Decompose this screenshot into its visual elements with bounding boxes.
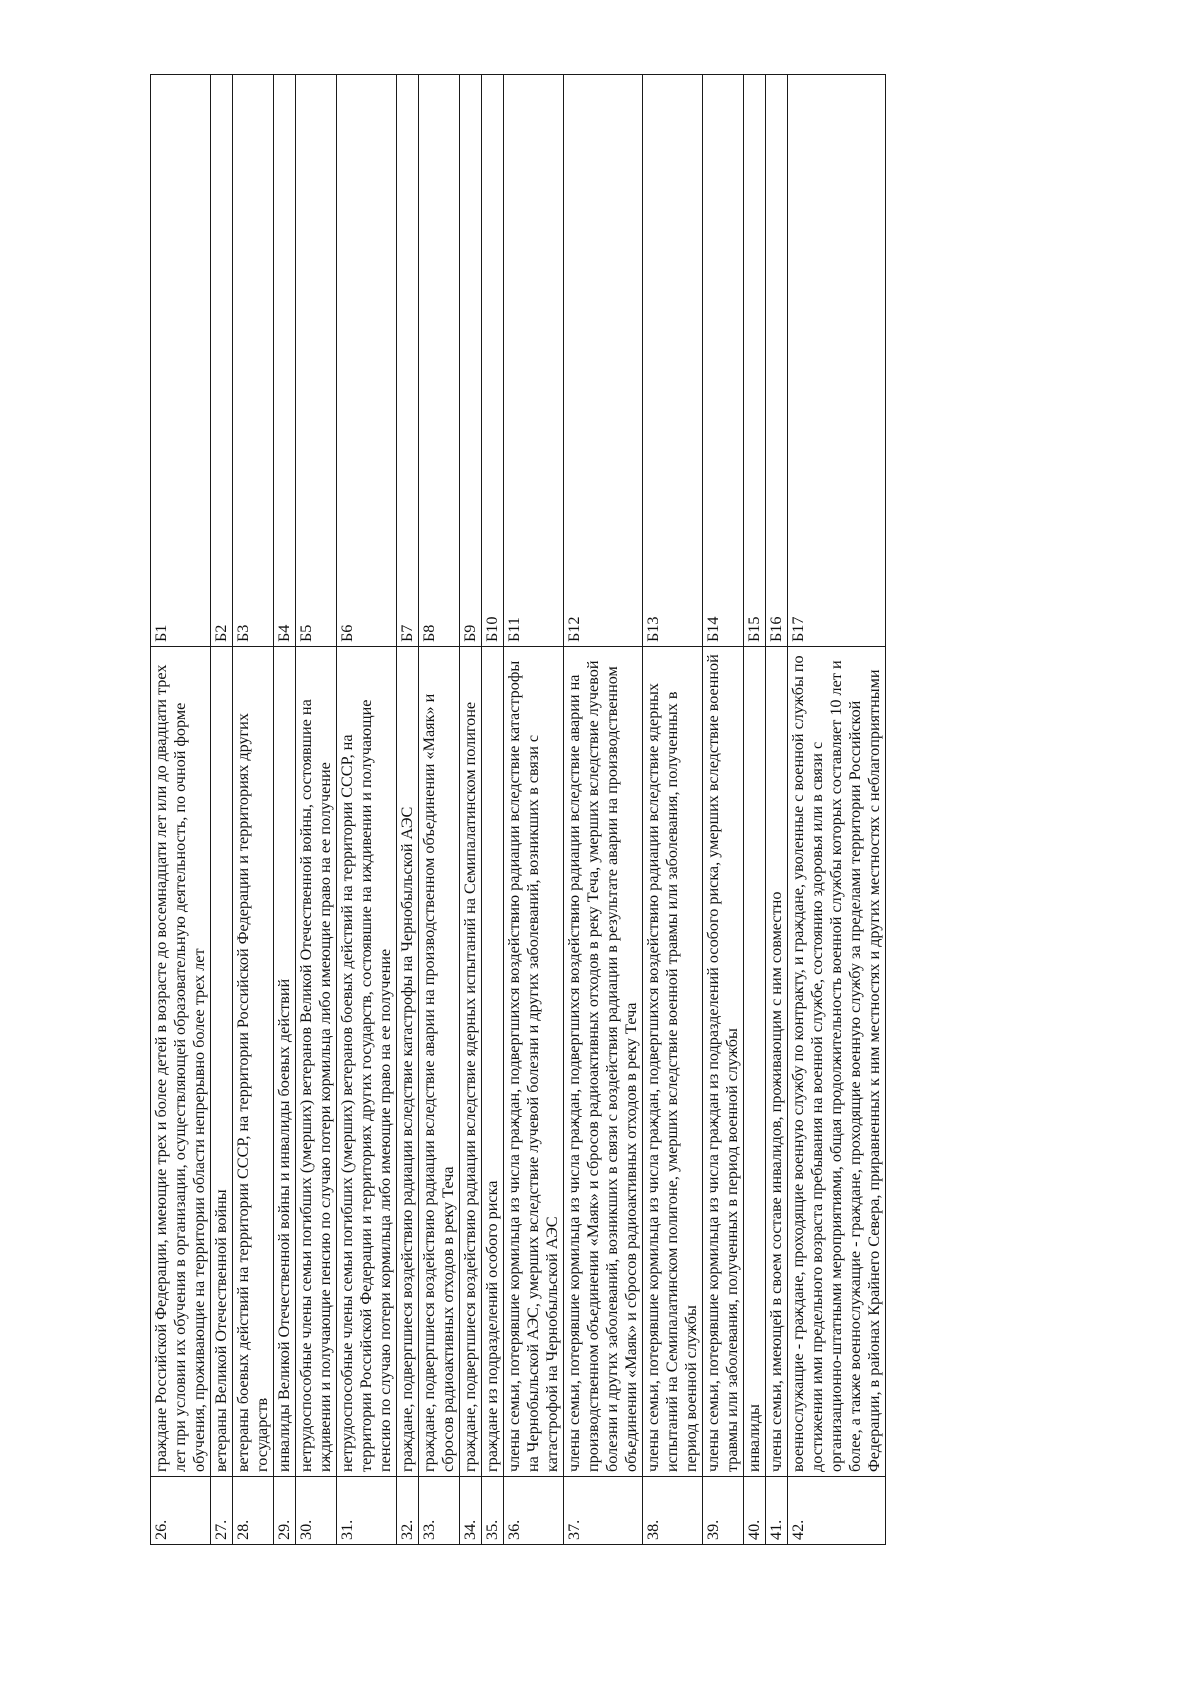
category-description-cell: граждане из подразделений особого риска (482, 647, 504, 1477)
category-description-cell: граждане, подвергшиеся воздействию радиации вследствие аварии на производственном объединении «Маяк» и сбросов радиоактивных отходов в реку Теча (419, 647, 460, 1477)
row-number-cell: 40. (744, 1477, 766, 1545)
category-description-cell: нетрудоспособные члены семьи погибших (умерших) ветеранов боевых действий на территории СССР, на территории Российской Федерации и территориях других государств, состоявшие на иждивении и получающие пенсию по случаю потери кормильца либо имеющие право на ее получение (337, 647, 397, 1477)
rotated-table-frame (150, 75, 1065, 1545)
category-description-cell: нетрудоспособные члены семьи погибших (умерших) ветеранов Великой Отечественной войны, состоявшие на иждивении и получающие пенсию по случаю потери кормильца либо имеющие право на ее получение (296, 647, 337, 1477)
category-code-cell: Б10 (482, 75, 504, 647)
category-code-cell: Б9 (460, 75, 482, 647)
table-row (337, 75, 397, 1545)
table-row (397, 75, 419, 1545)
category-code-cell: Б6 (337, 75, 397, 647)
row-number-cell: 42. (788, 1477, 886, 1545)
table-row (460, 75, 482, 1545)
category-description-cell: члены семьи, потерявшие кормильца из числа граждан, подвергшихся воздействию радиации вследствие аварии на производственном объединении «Маяк» и сбросов радиоактивных отходов в реку Теча, умерших вследствие лучевой болезни и других заболеваний, возникших в связи с воздействия радиации в результате аварии на производственном объединении «Маяк» и сбросов радиоактивных отходов в реку Теча (564, 647, 643, 1477)
category-code-cell: Б3 (233, 75, 274, 647)
row-number-cell: 34. (460, 1477, 482, 1545)
table-row (274, 75, 296, 1545)
category-table (150, 74, 886, 1545)
table-row (296, 75, 337, 1545)
category-code-cell: Б14 (703, 75, 744, 647)
category-description-cell: граждане, подвергшиеся воздействию радиации вследствие ядерных испытаний на Семипалатинском полигоне (460, 647, 482, 1477)
table-row (766, 75, 788, 1545)
table-row (504, 75, 564, 1545)
row-number-cell: 39. (703, 1477, 744, 1545)
category-description-cell: члены семьи, имеющей в своем составе инвалидов, проживающим с ним совместно (766, 647, 788, 1477)
category-code-cell: Б8 (419, 75, 460, 647)
row-number-cell: 37. (564, 1477, 643, 1545)
category-description-cell: инвалиды (744, 647, 766, 1477)
table-row (151, 75, 211, 1545)
row-number-cell: 35. (482, 1477, 504, 1545)
category-description-cell: граждане, подвергшиеся воздействию радиации вследствие катастрофы на Чернобыльской АЭС (397, 647, 419, 1477)
table-row (419, 75, 460, 1545)
table-body (151, 75, 886, 1545)
table-row (744, 75, 766, 1545)
row-number-cell: 38. (643, 1477, 703, 1545)
row-number-cell: 28. (233, 1477, 274, 1545)
category-description-cell: ветераны боевых действий на территории СССР, на территории Российской Федерации и территориях других государств (233, 647, 274, 1477)
row-number-cell: 36. (504, 1477, 564, 1545)
category-code-cell: Б16 (766, 75, 788, 647)
category-description-cell: инвалиды Великой Отечественной войны и инвалиды боевых действий (274, 647, 296, 1477)
table-row (788, 75, 886, 1545)
category-code-cell: Б11 (504, 75, 564, 647)
row-number-cell: 30. (296, 1477, 337, 1545)
category-description-cell: члены семьи, потерявшие кормильца из числа граждан, подвергшихся воздействию радиации вследствие катастрофы на Чернобыльской АЭС, умерших вследствие лучевой болезни и других заболеваний, возникших в связи с катастрофой на Чернобыльской АЭС (504, 647, 564, 1477)
category-description-cell: члены семьи, потерявшие кормильца из числа граждан из подразделений особого риска, умерших вследствие военной травмы или заболевания, полученных в период военной службы (703, 647, 744, 1477)
category-description-cell: члены семьи, потерявшие кормильца из числа граждан, подвергшихся воздействию радиации вследствие ядерных испытаний на Семипалатинском полигоне, умерших вследствие военной травмы или заболевания, полученных в период военной службы (643, 647, 703, 1477)
row-number-cell: 41. (766, 1477, 788, 1545)
category-code-cell: Б15 (744, 75, 766, 647)
category-code-cell: Б2 (211, 75, 233, 647)
category-code-cell: Б7 (397, 75, 419, 647)
category-code-cell: Б1 (151, 75, 211, 647)
row-number-cell: 27. (211, 1477, 233, 1545)
category-code-cell: Б17 (788, 75, 886, 647)
category-code-cell: Б4 (274, 75, 296, 647)
row-number-cell: 31. (337, 1477, 397, 1545)
row-number-cell: 29. (274, 1477, 296, 1545)
category-description-cell: ветераны Великой Отечественной войны (211, 647, 233, 1477)
table-row (703, 75, 744, 1545)
table-row (564, 75, 643, 1545)
row-number-cell: 26. (151, 1477, 211, 1545)
category-code-cell: Б12 (564, 75, 643, 647)
category-description-cell: военнослужащие - граждане, проходящие военную службу по контракту, и граждане, уволенные с военной службы по достижении ими предельного возраста пребывания на военной службе, состоянию здоровья или в связи с организационно-штатными мероприятиями, общая продолжительность военной службы которых составляет 10 лет и более, а также военнослужащие - граждане, проходящие военную службу за пределами территории Российской Федерации, в районах Крайнего Севера, приравненных к ним местностях и других местностях с неблагоприятными (788, 647, 886, 1477)
row-number-cell: 33. (419, 1477, 460, 1545)
table-row (643, 75, 703, 1545)
table-row (211, 75, 233, 1545)
category-code-cell: Б13 (643, 75, 703, 647)
category-code-cell: Б5 (296, 75, 337, 647)
table-row (233, 75, 274, 1545)
row-number-cell: 32. (397, 1477, 419, 1545)
category-description-cell: граждане Российской Федерации, имеющие трех и более детей в возрасте до восемнадцати лет или до двадцати трех лет при условии их обучения в организации, осуществляющей образовательную деятельность, по очной форме обучения, проживающие на территории области непрерывно более трех лет (151, 647, 211, 1477)
table-row (482, 75, 504, 1545)
